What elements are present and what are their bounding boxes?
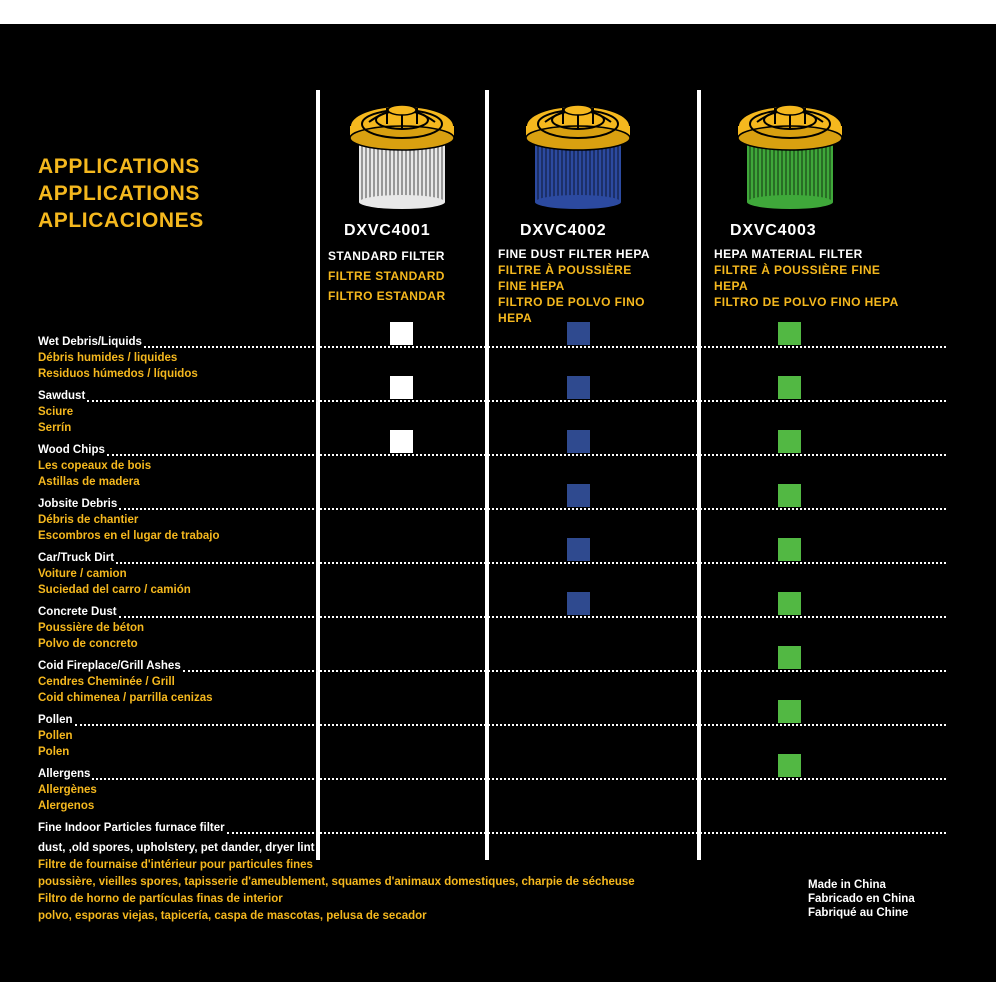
row-label-en: Concrete Dust: [38, 606, 117, 618]
row-label-es: Polvo de concreto: [38, 638, 138, 650]
row-label-es: Residuos húmedos / líquidos: [38, 368, 198, 380]
row-label-en: Wet Debris/Liquids: [38, 336, 142, 348]
model-3: DXVC4003: [730, 222, 817, 239]
row-label-en: Coid Fireplace/Grill Ashes: [38, 660, 181, 672]
compatibility-mark-DXVC4002: [567, 484, 590, 507]
made-in-label: [808, 878, 915, 920]
row-leader-dots: [227, 832, 946, 834]
column-divider-1: [316, 90, 320, 860]
row-leader-dots: [119, 508, 946, 510]
product-description-1: [328, 248, 446, 308]
footer-line: poussière, vieilles spores, tapisserie d'ameublement, squames d'animaux domestiques, charpie de sécheuse: [38, 876, 635, 888]
application-row: [38, 550, 191, 598]
application-row: [38, 658, 212, 706]
footer-line: Filtre de fournaise d'intérieur pour particules fines: [38, 859, 313, 871]
applications-heading-en: APPLICATIONS: [38, 155, 200, 178]
made-in-en: Made in China: [808, 879, 886, 891]
made-in-fr: Fabriqué au Chine: [808, 907, 909, 919]
product-description-line: HEPA MATERIAL FILTER: [714, 247, 863, 261]
row-label-fr: Pollen: [38, 730, 73, 742]
row-label-fr: Les copeaux de bois: [38, 460, 152, 472]
compatibility-mark-DXVC4002: [567, 322, 590, 345]
row-label-en: Jobsite Debris: [38, 498, 118, 510]
row-label-es: Escombros en el lugar de trabajo: [38, 530, 220, 542]
application-row: [38, 820, 225, 836]
application-row: [38, 766, 97, 814]
compatibility-mark-DXVC4003: [778, 700, 801, 723]
row-label-es: Astillas de madera: [38, 476, 140, 488]
compatibility-mark-DXVC4002: [567, 376, 590, 399]
compatibility-mark-DXVC4003: [778, 592, 801, 615]
application-row: [38, 334, 198, 382]
made-in-es: Fabricado en China: [808, 893, 915, 905]
footer-line: dust, ,old spores, upholstery, pet dander, dryer lint: [38, 842, 315, 854]
compatibility-mark-DXVC4002: [567, 430, 590, 453]
compatibility-mark-DXVC4003: [778, 484, 801, 507]
row-label-en: Fine Indoor Particles furnace filter: [38, 822, 225, 834]
row-label-fr: Cendres Cheminée / Grill: [38, 676, 175, 688]
row-label-fr: Poussière de béton: [38, 622, 145, 634]
comparison-chart-panel: [0, 24, 996, 982]
compatibility-mark-DXVC4003: [778, 646, 801, 669]
footer-line: polvo, esporas viejas, tapicería, caspa de mascotas, pelusa de secador: [38, 910, 427, 922]
model-2: DXVC4002: [520, 222, 607, 239]
row-label-es: Polen: [38, 746, 70, 758]
application-row: [38, 442, 151, 490]
row-label-fr: Sciure: [38, 406, 74, 418]
application-row: [38, 388, 85, 436]
application-row: [38, 496, 220, 544]
compatibility-mark-DXVC4001: [390, 376, 413, 399]
product-description-line: FINE DUST FILTER HEPA: [498, 247, 650, 261]
applications-heading-fr: APPLICATIONS: [38, 182, 200, 205]
row-leader-dots: [92, 778, 946, 780]
row-label-en: Allergens: [38, 768, 91, 780]
row-label-fr: Débris de chantier: [38, 514, 139, 526]
product-description-2: [498, 246, 650, 326]
row-leader-dots: [183, 670, 946, 672]
product-description-line: FILTRE À POUSSIÈRE: [498, 263, 632, 277]
product-description-3: [714, 246, 899, 310]
model-1: DXVC4001: [344, 222, 431, 239]
filter-cartridge-green-icon: [735, 84, 845, 212]
footer-line: Filtro de horno de partículas finas de interior: [38, 893, 283, 905]
column-divider-3: [697, 90, 701, 860]
row-label-fr: Débris humides / liquides: [38, 352, 178, 364]
row-label-es: Serrín: [38, 422, 72, 434]
product-description-line: HEPA: [714, 279, 749, 293]
application-row: [38, 604, 144, 652]
compatibility-mark-DXVC4002: [567, 592, 590, 615]
product-description-line: STANDARD FILTER: [328, 249, 445, 263]
compatibility-mark-DXVC4003: [778, 430, 801, 453]
row-label-es: Suciedad del carro / camión: [38, 584, 191, 596]
product-description-line: FILTRO DE POLVO FINO HEPA: [714, 295, 899, 309]
row-label-en: Pollen: [38, 714, 73, 726]
row-label-en: Sawdust: [38, 390, 86, 402]
product-description-line: FILTRE STANDARD: [328, 269, 445, 283]
compatibility-mark-DXVC4001: [390, 322, 413, 345]
column-divider-2: [485, 90, 489, 860]
row-leader-dots: [107, 454, 946, 456]
row-label-en: Car/Truck Dirt: [38, 552, 115, 564]
row-label-es: Alergenos: [38, 800, 95, 812]
compatibility-mark-DXVC4003: [778, 538, 801, 561]
row-label-en: Wood Chips: [38, 444, 105, 456]
compatibility-mark-DXVC4003: [778, 322, 801, 345]
product-description-line: FILTRO DE POLVO FINO: [498, 295, 645, 309]
application-row: [38, 712, 73, 760]
row-label-es: Coid chimenea / parrilla cenizas: [38, 692, 213, 704]
row-label-fr: Allergènes: [38, 784, 97, 796]
product-description-line: FILTRE À POUSSIÈRE FINE: [714, 263, 881, 277]
row-label-fr: Voiture / camion: [38, 568, 127, 580]
filter-cartridge-blue-icon: [523, 84, 633, 212]
compatibility-mark-DXVC4003: [778, 754, 801, 777]
applications-heading-es: APLICACIONES: [38, 209, 204, 232]
row-leader-dots: [144, 346, 946, 348]
row-leader-dots: [75, 724, 946, 726]
row-leader-dots: [116, 562, 946, 564]
row-leader-dots: [119, 616, 946, 618]
compatibility-mark-DXVC4003: [778, 376, 801, 399]
footer-description: [38, 840, 635, 925]
product-description-line: HEPA: [498, 311, 533, 325]
product-description-line: FINE HEPA: [498, 279, 565, 293]
filter-cartridge-white-icon: [347, 84, 457, 212]
compatibility-mark-DXVC4002: [567, 538, 590, 561]
row-leader-dots: [87, 400, 946, 402]
compatibility-mark-DXVC4001: [390, 430, 413, 453]
product-description-line: FILTRO ESTANDAR: [328, 289, 446, 303]
